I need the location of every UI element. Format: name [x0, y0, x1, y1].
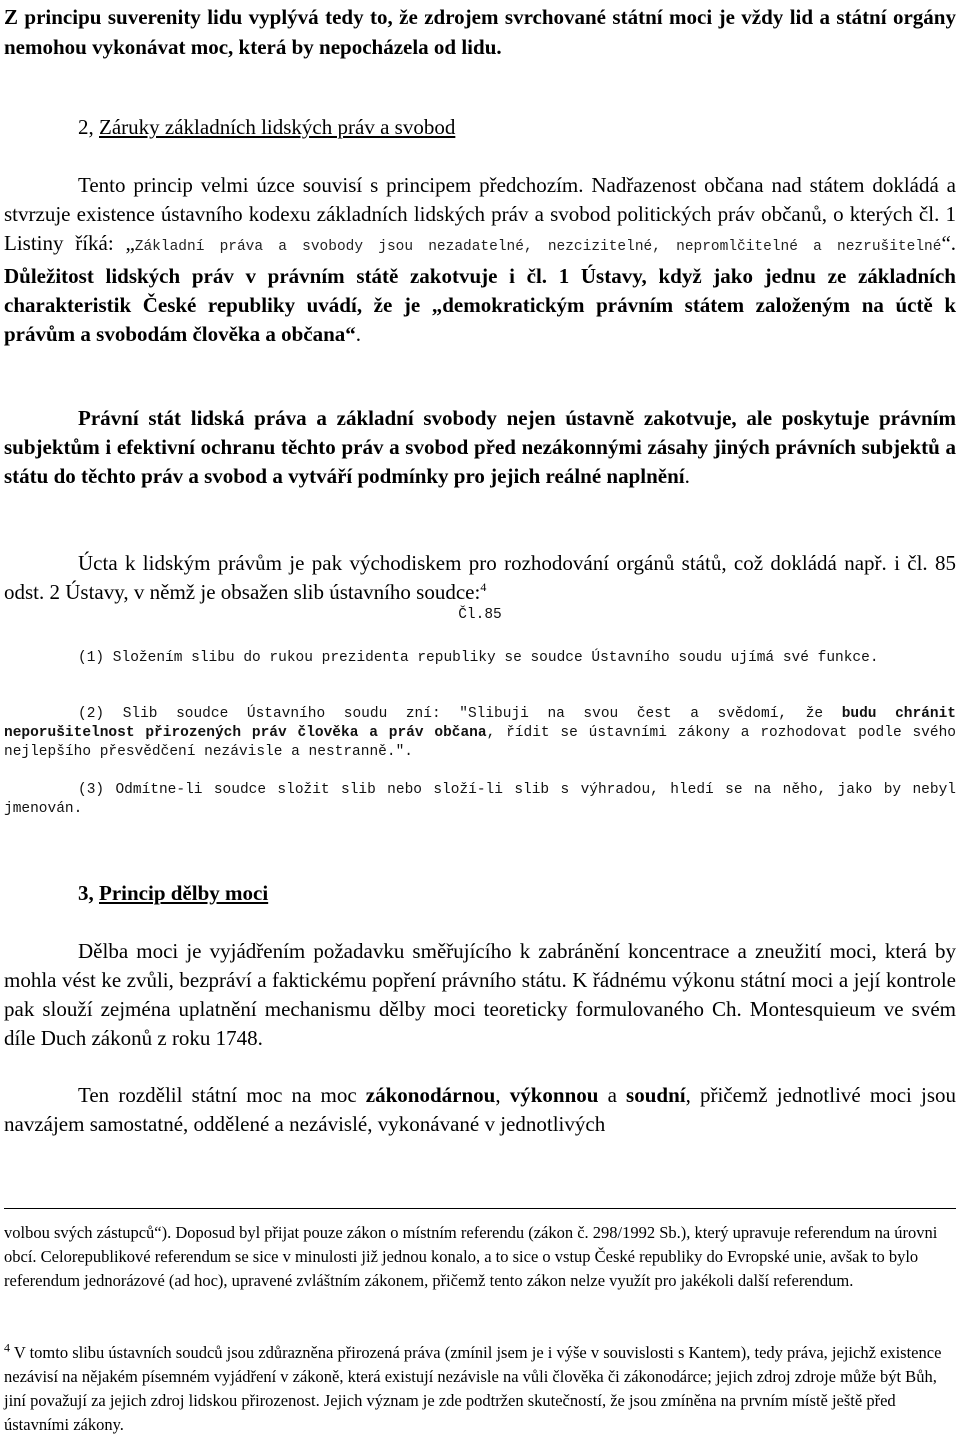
text-span: ,: [495, 1083, 510, 1107]
footnote-ref: 4: [480, 580, 487, 594]
bold-span: budu chránit neporušitelnost přirozených práv člověka a práv občana: [4, 706, 956, 741]
footnote-4: [4, 1341, 956, 1437]
article-heading: Čl.85: [458, 607, 502, 623]
text-span: .: [684, 464, 690, 488]
section-heading-2: [4, 113, 956, 142]
power-legislative: zákonodárnou: [365, 1083, 496, 1107]
article-paragraph-2: [4, 705, 956, 762]
text-span: Úcta k lidským právům je pak východiskem pro rozhodování orgánů států, což dokládá např. i čl. 85 odst. 2 Ústavy, v němž je obsažen slib ústavního soudce:: [4, 551, 956, 604]
text-span: Dělba moci je vyjádřením požadavku směřujícího k zabránění koncentrace a zneužití moci, která by mohla vést ke zvůli, bezpráví a faktickému popření právního státu. K řádnému výkonu státní moci a její kontrole pak slouží zejména uplatnění mechanismu dělby moci teoreticky formulovaného Ch. Montesquieum ve svém díle Duch zákonů z roku 1748.: [4, 939, 956, 1050]
text-span: , řídit se ústavními zákony a rozhodovat podle svého nejlepšího přesvědčení nezávisle a nestranně.".: [4, 725, 956, 760]
footnote-mark: 4: [4, 1340, 10, 1355]
text-span: .: [355, 322, 362, 346]
paragraph-sovereignty: Z principu suverenity lidu vyplývá tedy to, že zdrojem svrchované státní moci je vždy lid a státní orgány nemohou vykonávat moc, která by nepocházela od lidu.: [4, 5, 956, 59]
paragraph-respect: [4, 549, 956, 607]
paragraph-rights: [4, 171, 956, 349]
paragraph-powers: [4, 1081, 956, 1139]
section-title: Princip dělby moci: [99, 881, 269, 905]
section-title: Záruky základních lidských práv a svobod: [99, 115, 456, 139]
footnote-continuation: volbou svých zástupců“). Doposud byl přijat pouze zákon o místním referendu (zákon č. 298/1992 Sb.), který upravuje referendum na úrovni obcí. Celorepublikové referendum se sice v minulosti již jednou konalo, a to sice o vstup České republiky do Evropské unie, avšak to bylo referendum jednorázové (ad hoc), upravené zvláštním zákonem, přičemž tento zákon nelze využít pro jakékoli další referendum.: [4, 1223, 938, 1290]
section-number: 3,: [78, 881, 99, 905]
footnote-divider: [4, 1208, 956, 1209]
section-number: 2,: [78, 115, 99, 139]
article-paragraph-1: [4, 649, 956, 668]
power-executive: výkonnou: [509, 1083, 599, 1107]
text-span: (3) Odmítne-li soudce složit slib nebo složí-li slib s výhradou, hledí se na něho, jako by nebyl jmenován.: [4, 782, 956, 817]
text-span: Ten rozdělil státní moc na moc: [78, 1083, 366, 1107]
bold-span: Důležitost lidských práv v právním státě zakotvuje i čl. 1 Ústavy, když jako jednu ze základních charakteristik České republiky uvádí, že je „demokratickým právním státem založeným na úctě k právům a svobodám člověka a občana“: [4, 264, 956, 346]
bold-span: Právní stát lidská práva a základní svobody nejen ústavně zakotvuje, ale poskytuje právním subjektům i efektivní ochranu těchto práv a svobod před nezákonnými zásahy jiných právních subjektů a státu do těchto práv a svobod a vytváří podmínky pro jejich reálné naplnění: [4, 406, 956, 488]
text-span: (2) Slib soudce Ústavního soudu zní: "Slibuji na svou čest a svědomí, že: [78, 706, 842, 722]
text-span: (1) Složením slibu do rukou prezidenta republiky se soudce Ústavního soudu ujímá své funkce.: [78, 650, 879, 666]
charter-quote: Základní práva a svobody jsou nezadatelné, nezcizitelné, nepromlčitelné a nezrušitelné: [134, 239, 942, 255]
article-paragraph-3: [4, 781, 956, 819]
section-heading-3: [4, 879, 956, 908]
text-span: “.: [941, 231, 957, 255]
text-span: Tento princip velmi úzce souvisí s principem předchozím. Nadřazenost občana nad státem dokládá a stvrzuje existence ústavního kodexu základních lidských práv a svobod politických práv občanů, o kterých čl. 1 Listiny říká: „: [4, 173, 956, 255]
paragraph-rule-of-law: [4, 404, 956, 491]
text-span: , přičemž jednotlivé moci jsou navzájem samostatné, oddělené a nezávislé, vykonávané v jednotlivých: [4, 1083, 956, 1136]
footnote-text: V tomto slibu ústavních soudců jsou zdůrazněna přirozená práva (zmínil jsem je i výše v souvislosti s Kantem), tedy práva, jejichž existence nezávisí na nějakém písemném vyjádření v zákoně, která existují nezávisle na vůli člověka či zákonodárce; jejich zdroj zdroje může být Bůh, jiní považují za jejich zdroj lidskou přirozenost. Jejich význam je zde podtržen skutečností, že jsou zmíněna na prvním místě ještě před ústavními zákony.: [4, 1343, 942, 1434]
power-judicial: soudní: [626, 1083, 686, 1107]
paragraph-separation: [4, 937, 956, 1053]
text-span: a: [598, 1083, 627, 1107]
